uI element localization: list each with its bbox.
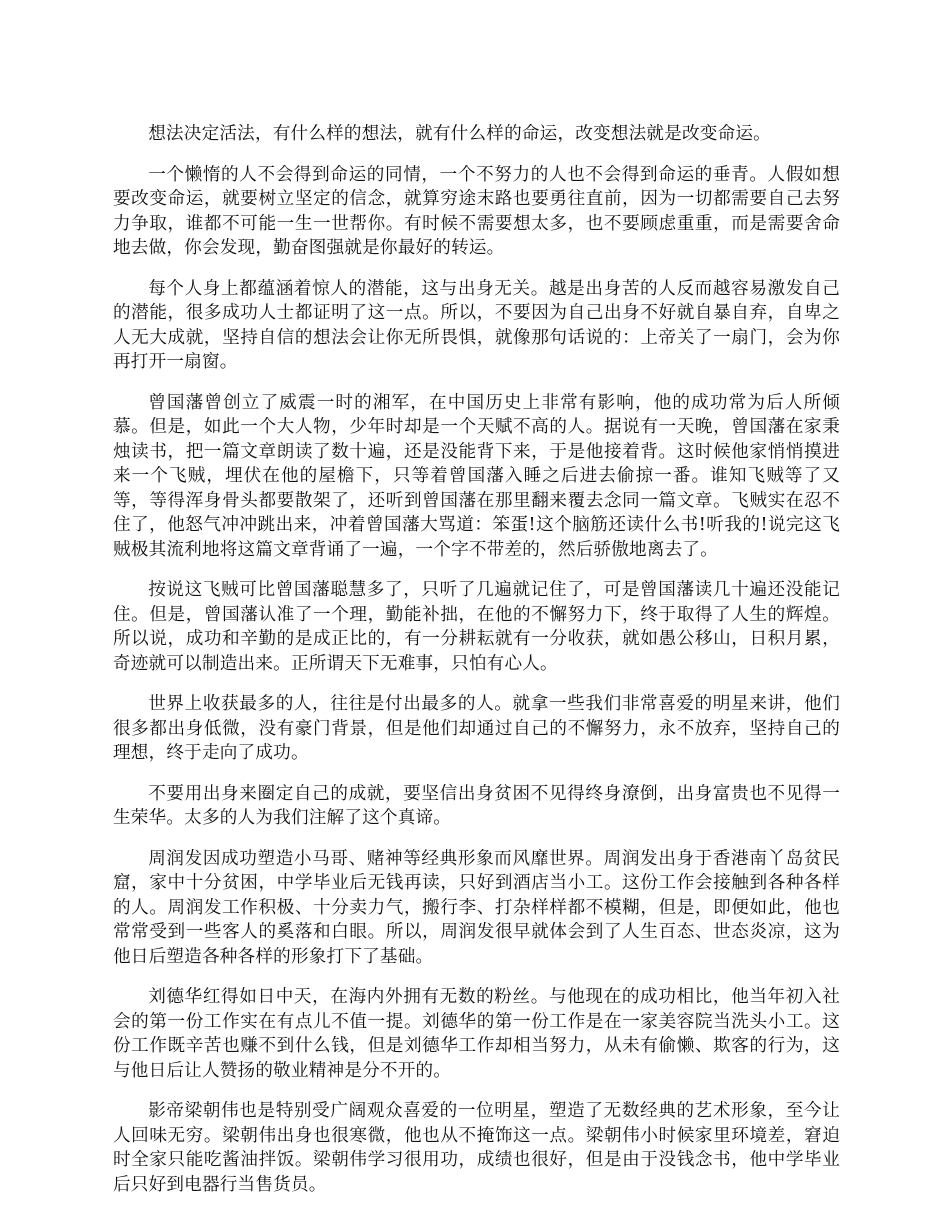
- paragraph-9: 刘德华红得如日中天，在海内外拥有无数的粉丝。与他现在的成功相比，他当年初入社会的第一份工作实在有点儿不值一提。刘德华的第一份工作是在一家美容院当洗头小工。这份工作既辛苦也赚不到什么钱，但是刘德华工作却相当努力，从未有偷懒、欺客的行为，这与他日后让人赞扬的敬业精神是分不开的。: [113, 987, 840, 1081]
- document-body: [113, 122, 840, 1213]
- paragraph-8: 周润发因成功塑造小马哥、赌神等经典形象而风靡世界。周润发出身于香港南丫岛贫民窟，家中十分贫困，中学毕业后无钱再读，只好到酒店当小工。这份工作会接触到各种各样的人。周润发工作积极、十分卖力气，搬行李、打杂样样都不模糊，但是，即便如此，他也常常受到一些客人的奚落和白眼。所以，周润发很早就体会到了人生百态、世态炎凉，这为他日后塑造各种各样的形象打下了基础。: [113, 848, 840, 967]
- paragraph-7: 不要用出身来圈定自己的成就，要坚信出身贫困不见得终身潦倒，出身富贵也不见得一生荣华。太多的人为我们注解了这个真谛。: [113, 783, 840, 828]
- paragraph-10: 影帝梁朝伟也是特别受广阔观众喜爱的一位明星，塑造了无数经典的艺术形象，至今让人回味无穷。梁朝伟出身也很寒微，他也从不掩饰这一点。梁朝伟小时候家里环境差，窘迫时全家只能吃酱油拌饭。梁朝伟学习很用功，成绩也很好，但是由于没钱念书，他中学毕业后只好到电器行当售货员。: [113, 1101, 840, 1195]
- paragraph-3: 每个人身上都蕴涵着惊人的潜能，这与出身无关。越是出身苦的人反而越容易激发自己的潜能，很多成功人士都证明了这一点。所以，不要因为自己出身不好就自暴自弃，自卑之人无大成就，坚持自信的想法会让你无所畏惧，就像那句话说的：上帝关了一扇门，会为你再打开一扇窗。: [113, 278, 840, 372]
- paragraph-5: 按说这飞贼可比曾国藩聪慧多了，只听了几遍就记住了，可是曾国藩读几十遍还没能记住。但是，曾国藩认准了一个理，勤能补拙，在他的不懈努力下，终于取得了人生的辉煌。所以说，成功和辛勤的是成正比的，有一分耕耘就有一分收获，就如愚公移山，日积月累，奇迹就可以制造出来。正所谓天下无难事，只怕有心人。: [113, 580, 840, 674]
- paragraph-4: 曾国藩曾创立了威震一时的湘军，在中国历史上非常有影响，他的成功常为后人所倾慕。但是，如此一个大人物，少年时却是一个天赋不高的人。据说有一天晚，曾国藩在家秉烛读书，把一篇文章朗读了数十遍，还是没能背下来，于是他接着背。这时候他家悄悄摸进来一个飞贼，埋伏在他的屋檐下，只等着曾国藩入睡之后进去偷掠一番。谁知飞贼等了又等，等得浑身骨头都要散架了，还听到曾国藩在那里翻来覆去念同一篇文章。飞贼实在忍不住了，他怒气冲冲跳出来，冲着曾国藩大骂道：笨蛋!这个脑筋还读什么书!听我的!说完这飞贼极其流利地将这篇文章背诵了一遍，一个字不带差的，然后骄傲地离去了。: [113, 392, 840, 560]
- paragraph-2: 一个懒惰的人不会得到命运的同情，一个不努力的人也不会得到命运的垂青。人假如想要改变命运，就要树立坚定的信念，就算穷途末路也要勇往直前，因为一切都需要自己去努力争取，谁都不可能一生一世帮你。有时候不需要想太多，也不要顾虑重重，而是需要舍命地去做，你会发现，勤奋图强就是你最好的转运。: [113, 164, 840, 258]
- paragraph-6: 世界上收获最多的人，往往是付出最多的人。就拿一些我们非常喜爱的明星来讲，他们很多都出身低微，没有豪门背景，但是他们却通过自己的不懈努力，永不放弃，坚持自己的理想，终于走向了成功。: [113, 694, 840, 763]
- paragraph-1: 想法决定活法，有什么样的想法，就有什么样的命运，改变想法就是改变命运。: [148, 124, 771, 144]
